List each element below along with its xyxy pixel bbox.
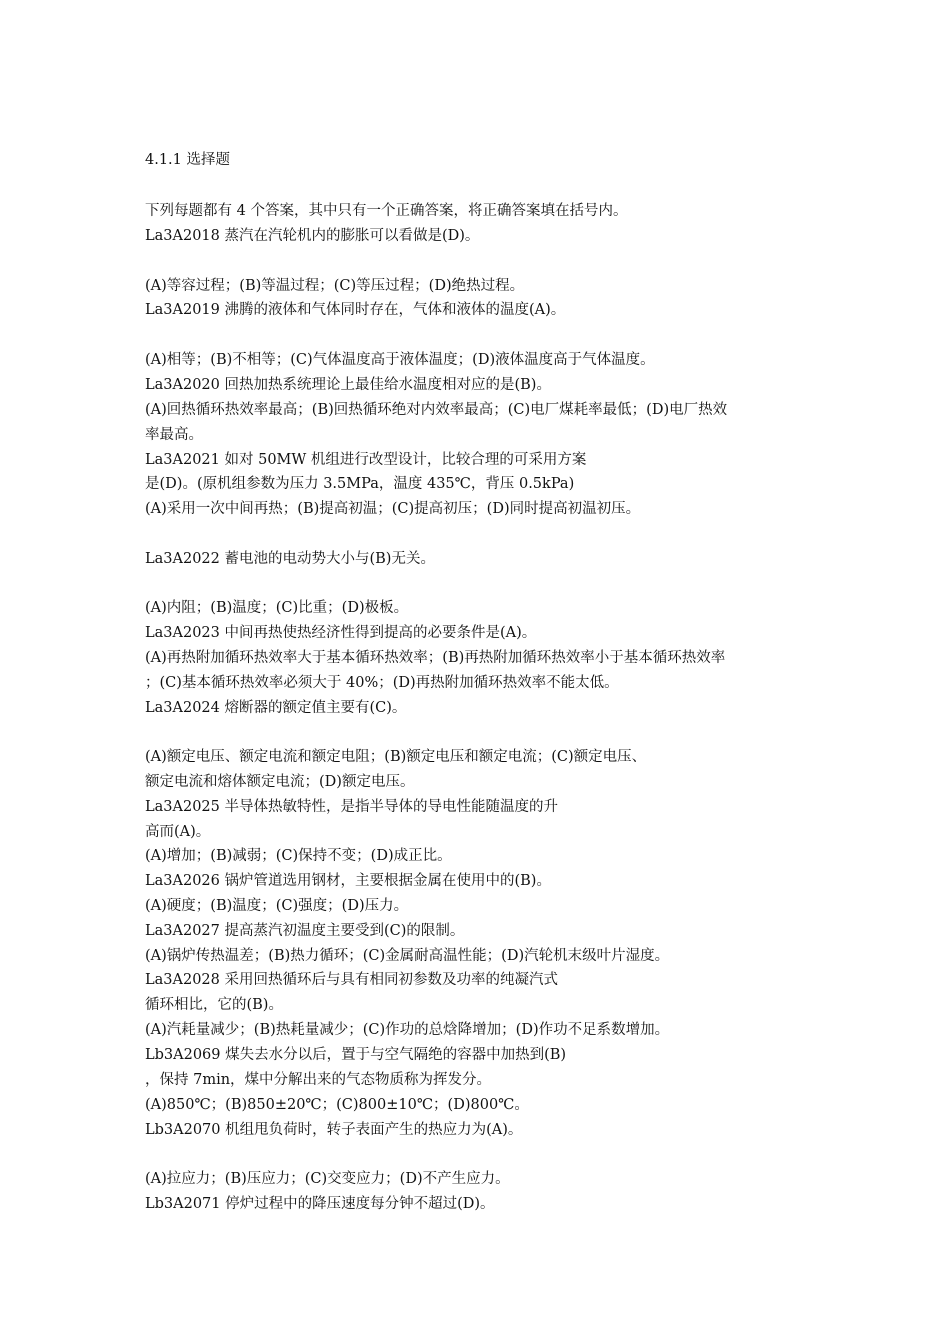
options-lb3a2070: (A)拉应力；(B)压应力；(C)交变应力；(D)不产生应力。 — [145, 1171, 510, 1187]
question-la3a2028-line2: 循环相比，它的(B)。 — [145, 997, 283, 1013]
question-lb3a2070: Lb3A2070 机组甩负荷时，转子表面产生的热应力为(A)。 — [145, 1122, 523, 1138]
question-la3a2021-line2: 是(D)。(原机组参数为压力 3.5MPa，温度 435℃，背压 0.5kPa) — [145, 476, 575, 492]
question-la3a2025-line2: 高而(A)。 — [145, 824, 211, 840]
options-la3a2024-line1: (A)额定电压、额定电流和额定电阻；(B)额定电压和额定电流；(C)额定电压、 — [145, 749, 647, 765]
question-lb3a2071: Lb3A2071 停炉过程中的降压速度每分钟不超过(D)。 — [145, 1196, 495, 1212]
question-la3a2024: La3A2024 熔断器的额定值主要有(C)。 — [145, 700, 407, 716]
question-la3a2019: La3A2019 沸腾的液体和气体同时存在，气体和液体的温度(A)。 — [145, 302, 566, 318]
question-lb3a2069-line2: ，保持 7min，煤中分解出来的气态物质称为挥发分。 — [145, 1072, 492, 1088]
options-lb3a2069: (A)850℃；(B)850±20℃；(C)800±10℃；(D)800℃。 — [145, 1097, 529, 1113]
options-la3a2026: (A)硬度；(B)温度；(C)强度；(D)压力。 — [145, 898, 409, 914]
options-la3a2028: (A)汽耗量减少；(B)热耗量减少；(C)作功的总焓降增加；(D)作功不足系数增加。 — [145, 1022, 670, 1038]
options-la3a2024-line2: 额定电流和熔体额定电流；(D)额定电压。 — [145, 774, 415, 790]
options-la3a2018: (A)等容过程；(B)等温过程；(C)等压过程；(D)绝热过程。 — [145, 278, 525, 294]
instruction-text: 下列每题都有 4 个答案，其中只有一个正确答案，将正确答案填在括号内。 — [145, 203, 628, 219]
options-la3a2023-line1: (A)再热附加循环热效率大于基本循环热效率；(B)再热附加循环热效率小于基本循环热效率 — [145, 650, 726, 666]
question-la3a2021-line1: La3A2021 如对 50MW 机组进行改型设计，比较合理的可采用方案 — [145, 452, 587, 468]
options-la3a2025: (A)增加；(B)减弱；(C)保持不变；(D)成正比。 — [145, 848, 452, 864]
options-la3a2019: (A)相等；(B)不相等；(C)气体温度高于液体温度；(D)液体温度高于气体温度。 — [145, 352, 655, 368]
question-lb3a2069-line1: Lb3A2069 煤失去水分以后，置于与空气隔绝的容器中加热到(B) — [145, 1047, 567, 1063]
section-title: 4.1.1 选择题 — [145, 152, 231, 168]
options-la3a2020-line2: 率最高。 — [145, 427, 203, 443]
question-la3a2022: La3A2022 蓄电池的电动势大小与(B)无关。 — [145, 551, 435, 567]
question-la3a2018: La3A2018 蒸汽在汽轮机内的膨胀可以看做是(D)。 — [145, 228, 480, 244]
options-la3a2021: (A)采用一次中间再热；(B)提高初温；(C)提高初压；(D)同时提高初温初压。 — [145, 501, 641, 517]
options-la3a2027: (A)锅炉传热温差；(B)热力循环；(C)金属耐高温性能；(D)汽轮机末级叶片湿度。 — [145, 948, 670, 964]
options-la3a2020-line1: (A)回热循环热效率最高；(B)回热循环绝对内效率最高；(C)电厂煤耗率最低；(D)电厂热效 — [145, 402, 728, 418]
question-la3a2028-line1: La3A2028 采用回热循环后与具有相同初参数及功率的纯凝汽式 — [145, 972, 558, 988]
question-la3a2027: La3A2027 提高蒸汽初温度主要受到(C)的限制。 — [145, 923, 465, 939]
question-la3a2023: La3A2023 中间再热使热经济性得到提高的必要条件是(A)。 — [145, 625, 537, 641]
options-la3a2022: (A)内阻；(B)温度；(C)比重；(D)极板。 — [145, 600, 409, 616]
question-la3a2020: La3A2020 回热加热系统理论上最佳给水温度相对应的是(B)。 — [145, 377, 551, 393]
question-la3a2025-line1: La3A2025 半导体热敏特性，是指半导体的导电性能随温度的升 — [145, 799, 558, 815]
question-la3a2026: La3A2026 锅炉管道选用钢材，主要根据金属在使用中的(B)。 — [145, 873, 551, 889]
options-la3a2023-line2: ；(C)基本循环热效率必须大于 40%；(D)再热附加循环热效率不能太低。 — [145, 675, 619, 691]
